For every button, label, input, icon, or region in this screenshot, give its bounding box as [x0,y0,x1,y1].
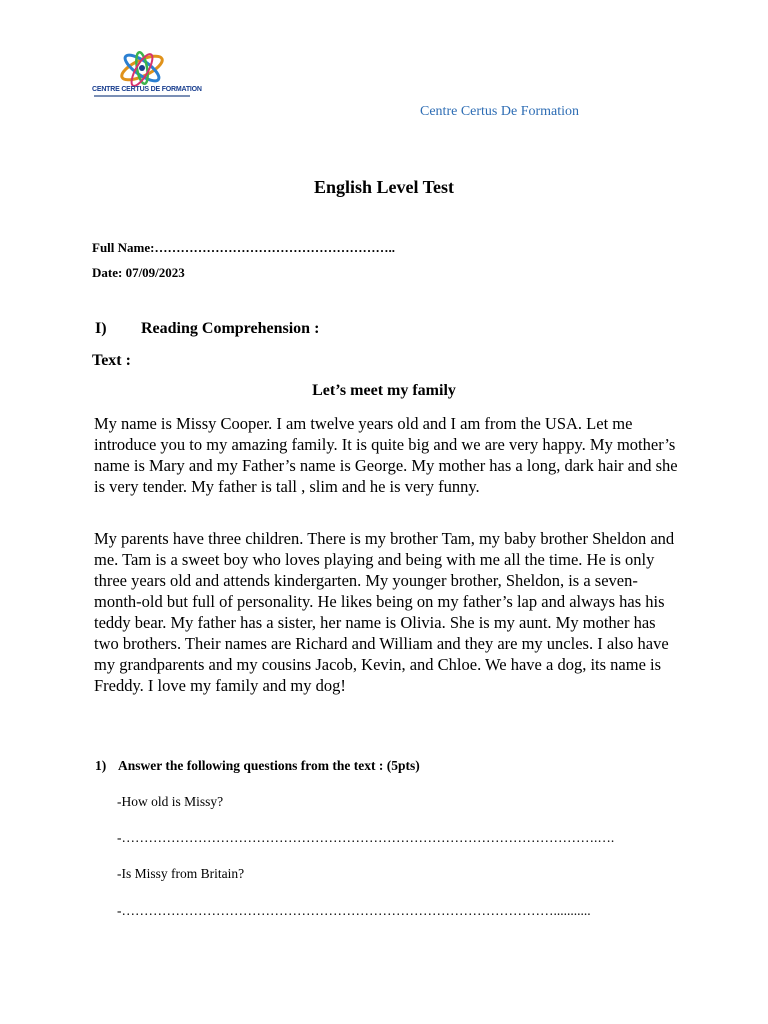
logo-wordmark: CENTRE CERTUS DE FORMATION [92,86,202,93]
question-number: 1) [95,758,107,773]
centre-logo [92,48,202,102]
page-title: English Level Test [313,177,455,197]
section-title: Reading Comprehension : [141,320,320,337]
reading-title: Let’s meet my family [312,382,456,399]
answer-line: -…………………………………………………………………………………………….…. [117,830,615,845]
question-heading [95,758,420,774]
question-prompt: -Is Missy from Britain? [117,866,245,881]
reading-paragraph-1: My name is Missy Cooper. I am twelve years old and I am from the USA. Let me introduce you to my amazing family. It is quite big and we are very happy. My mother’s name is Mary and my Father’s name is George. My mother has a long, dark hair and she is very tender. My father is tall , slim and he is very funny. [94,414,678,496]
date-field: Date: 07/09/2023 [92,265,185,280]
full-name-field: Full Name:……………………………………………….. [92,240,395,255]
logo-text [92,86,202,93]
question-heading-text: Answer the following questions from the text : (5pts) [118,758,420,773]
logo-tagline-bar [94,95,190,97]
question-prompt: -How old is Missy? [117,794,224,809]
text-label: Text : [92,352,131,369]
section-heading [95,320,319,338]
reading-paragraph-2: My parents have three children. There is my brother Tam, my baby brother Sheldon and me. Tam is a sweet boy who loves playing and being with me all the time. He is only three years old and attends kindergarten. My younger brother, Sheldon, is a seven-month-old but full of personality. He likes being on my father’s lap and always has his teddy bear. My father has a sister, her name is Olivia. She is my aunt. My mother has two brothers. Their names are Richard and William and they are my uncles. I also have my grandparents and my cousins Jacob, Kevin, and Chloe. We have a dog, its name is Freddy. I love my family and my dog! [94,529,675,695]
logo-emblem-icon [92,48,192,88]
section-number: I) [95,320,107,337]
answer-line: -……………………………………………………………………………………........... [117,903,591,918]
centre-name: Centre Certus De Formation [420,104,580,119]
